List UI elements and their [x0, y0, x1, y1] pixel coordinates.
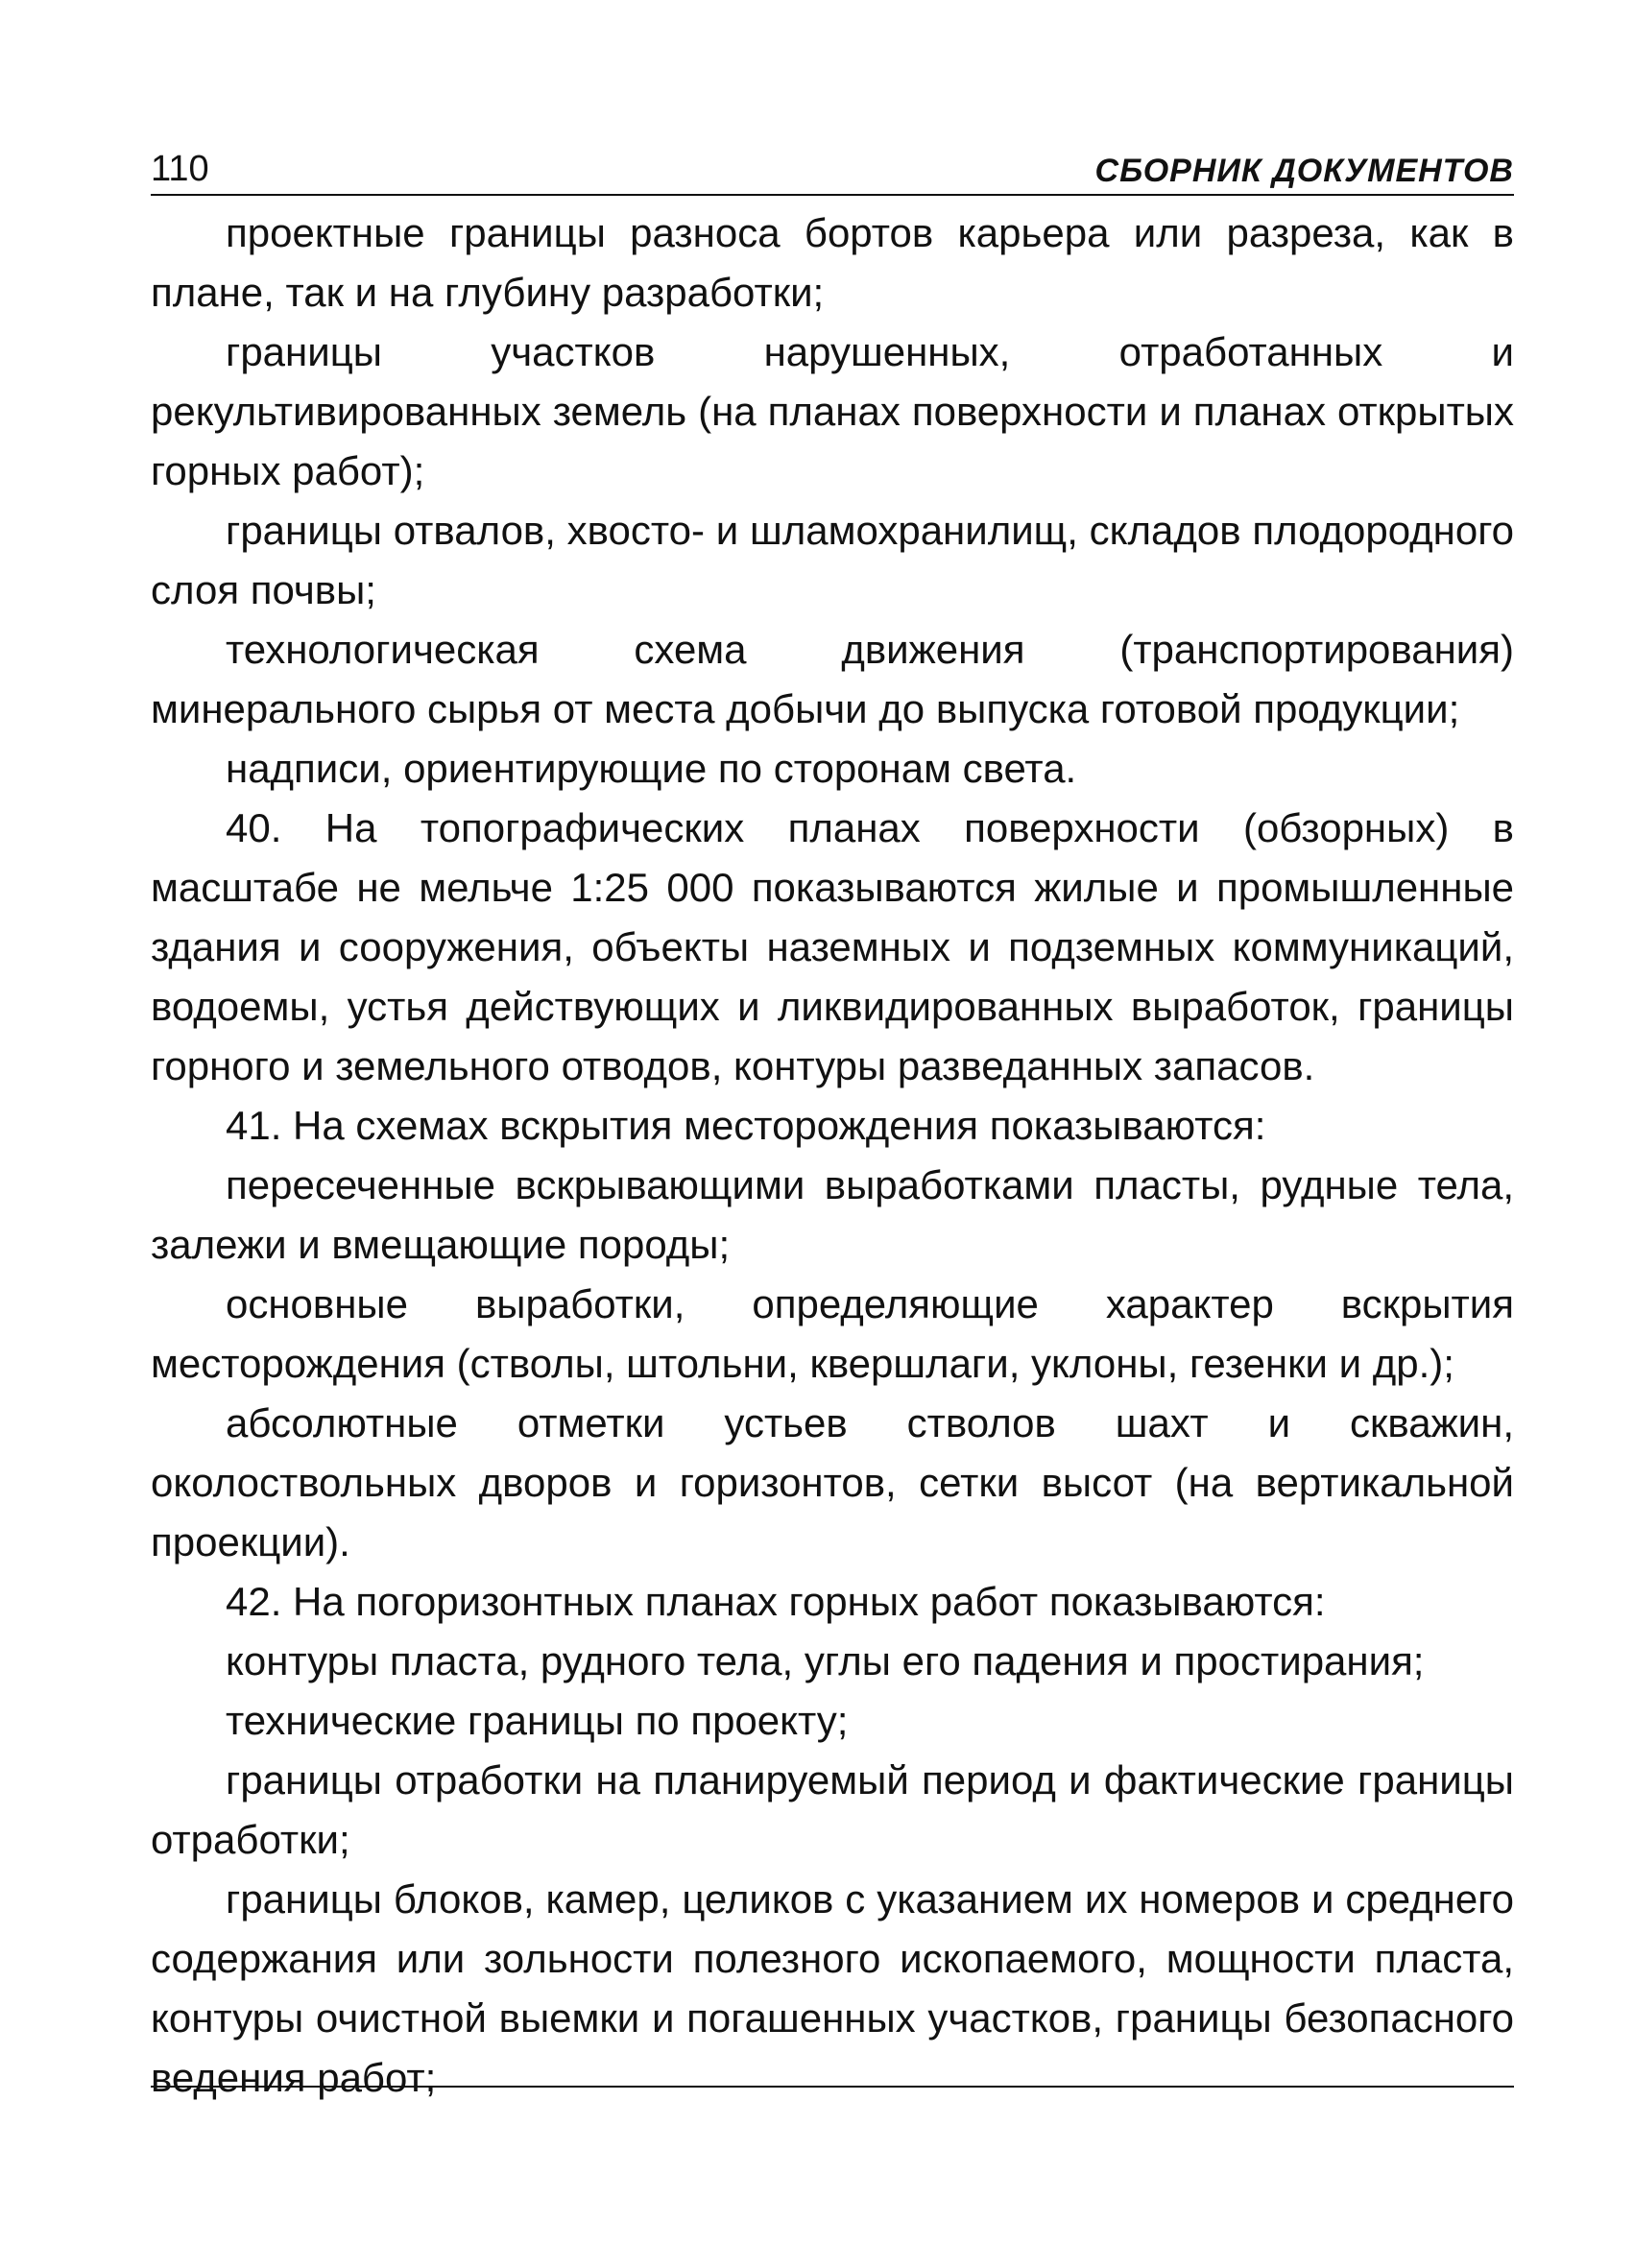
paragraph: границы блоков, камер, целиков с указанием их номеров и среднего содержания или зольности полезного ископаемого, мощности пласта, контуры очистной выемки и погашенных участков, границы безопасного ведения работ; [151, 1876, 1514, 2100]
paragraph: надписи, ориентирующие по сторонам света. [226, 746, 1077, 791]
paragraph: границы отработки на планируемый период и фактические границы отработки; [151, 1757, 1514, 1862]
page-number: 110 [151, 149, 209, 189]
paragraph: контуры пласта, рудного тела, углы его падения и простирания; [226, 1638, 1425, 1683]
document-page [151, 144, 1514, 2208]
page-header [151, 144, 1514, 196]
paragraph-item-42: 42. На погоризонтных планах горных работ показываются: [226, 1579, 1326, 1624]
paragraph: пересеченные вскрывающими выработками пласты, рудные тела, залежи и вмещающие породы; [151, 1162, 1514, 1267]
running-title: СБОРНИК ДОКУМЕНТОВ [1094, 153, 1514, 189]
paragraph: границы отвалов, хвосто- и шламохранилищ, складов плодородного слоя почвы; [151, 508, 1514, 612]
paragraph-item-40: 40. На топографических планах поверхности (обзорных) в масштабе не мельче 1:25 000 показываются жилые и промышленные здания и сооружения, объекты наземных и подземных коммуникаций, водоемы, устья действующих и ликвидированных выработок, границы горного и земельного отводов, контуры разведанных запасов. [151, 805, 1514, 1088]
body-text [151, 203, 1514, 2108]
paragraph: технологическая схема движения (транспортирования) минерального сырья от места добычи до выпуска готовой продукции; [151, 627, 1514, 731]
footer-rule [151, 2086, 1514, 2088]
paragraph: основные выработки, определяющие характер вскрытия месторождения (стволы, штольни, квершлаги, уклоны, гезенки и др.); [151, 1281, 1514, 1386]
paragraph: абсолютные отметки устьев стволов шахт и скважин, околоствольных дворов и горизонтов, сетки высот (на вертикальной проекции). [151, 1400, 1514, 1564]
paragraph: границы участков нарушенных, отработанных и рекультивированных земель (на планах поверхности и планах открытых горных работ); [151, 329, 1514, 493]
paragraph: технические границы по проекту; [226, 1698, 849, 1743]
paragraph: проектные границы разноса бортов карьера или разреза, как в плане, так и на глубину разработки; [151, 210, 1514, 315]
paragraph-item-41: 41. На схемах вскрытия месторождения показываются: [226, 1103, 1266, 1148]
